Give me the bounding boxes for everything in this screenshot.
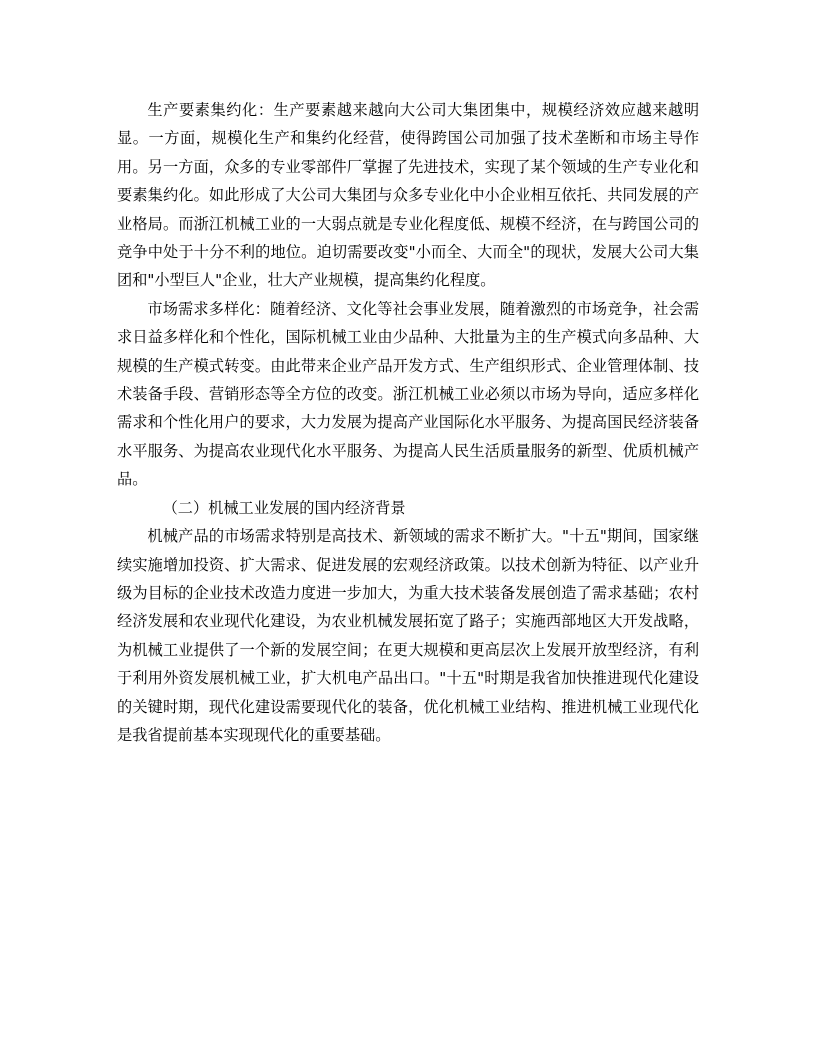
document-body [117, 96, 699, 749]
paragraph-factor-intensification: 生产要素集约化：生产要素越来越向大公司大集团集中，规模经济效应越来越明显。一方面，规模化生产和集约化经营，使得跨国公司加强了技术垄断和市场主导作用。另一方面，众多的专业零部件厂掌握了先进技术，实现了某个领域的生产专业化和要素集约化。如此形成了大公司大集团与众多专业化中小企业相互依托、共同发展的产业格局。而浙江机械工业的一大弱点就是专业化程度低、规模不经济，在与跨国公司的竞争中处于十分不利的地位。迫切需要改变"小而全、大而全"的现状，发展大公司大集团和"小型巨人"企业，壮大产业规模，提高集约化程度。 [117, 101, 699, 290]
paragraph-market-diversification: 市场需求多样化：随着经济、文化等社会事业发展，随着激烈的市场竞争，社会需求日益多样化和个性化，国际机械工业由少品种、大批量为主的生产模式向多品种、大规模的生产模式转变。由此带来企业产品开发方式、生产组织形式、企业管理体制、技术装备手段、营销形态等全方位的改变。浙江机械工业必须以市场为导向，适应多样化需求和个性化用户的要求，大力发展为提高产业国际化水平服务、为提高国民经济装备水平服务、为提高农业现代化水平服务、为提高人民生活质量服务的新型、优质机械产品。 [117, 299, 699, 489]
paragraph-domestic-background: 机械产品的市场需求特别是高技术、新领域的需求不断扩大。"十五"期间，国家继续实施增加投资、扩大需求、促进发展的宏观经济政策。以技术创新为特征、以产业升级为目标的企业技术改造力度进一步加大，为重大技术装备发展创造了需求基础；农村经济发展和农业现代化建设，为农业机械发展拓宽了路子；实施西部地区大开发战略，为机械工业提供了一个新的发展空间；在更大规模和更高层次上发展开放型经济，有利于利用外资发展机械工业，扩大机电产品出口。"十五"时期是我省加快推进现代化建设的关键时期，现代化建设需要现代化的装备，优化机械工业结构、推进机械工业现代化是我省提前基本实现现代化的重要基础。 [117, 527, 699, 744]
section-heading: （二）机械工业发展的国内经济背景 [162, 498, 406, 517]
